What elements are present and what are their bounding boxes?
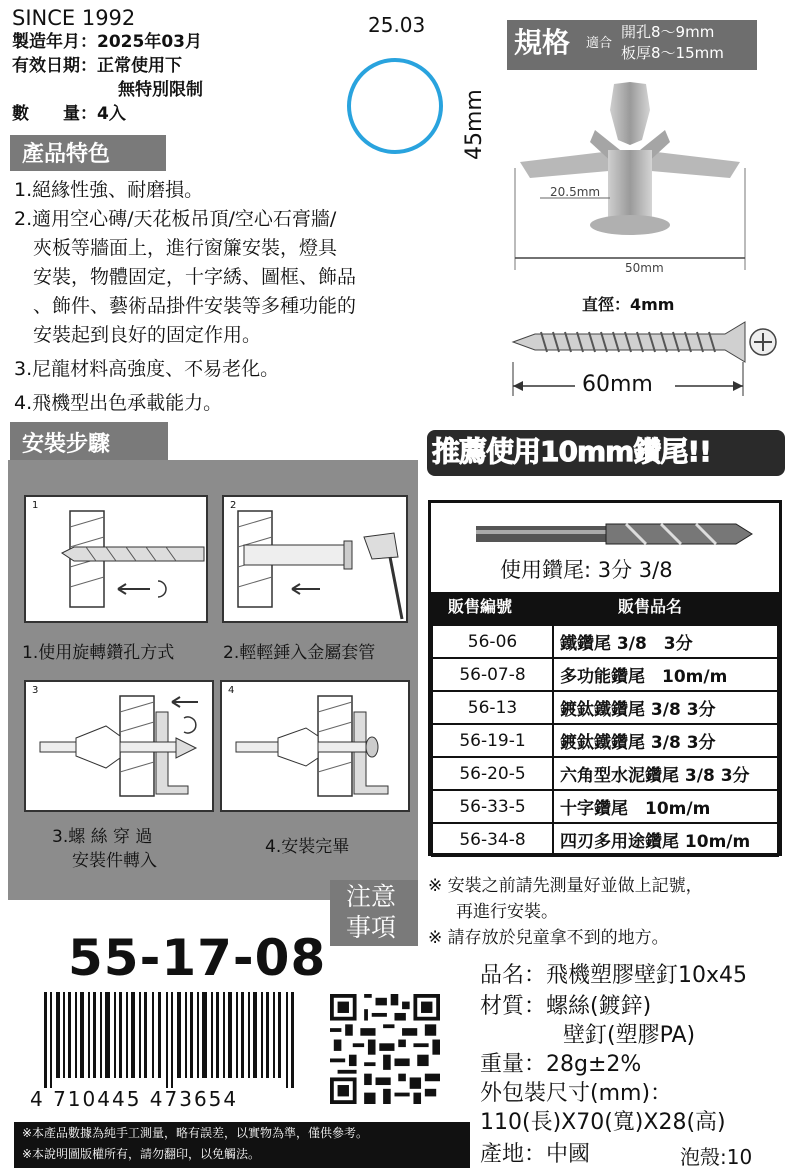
product-name: 十字鑽尾 10m/m (553, 790, 778, 823)
product-weight: 重量：28g±2% (480, 1052, 642, 1077)
step-4-illustration (220, 680, 410, 812)
spec-hole: 開孔8～9mm (621, 23, 715, 41)
anchor-total-width: 50mm (625, 261, 664, 275)
step-1-illustration (24, 495, 208, 623)
table-row (432, 625, 778, 658)
product-code: 56-19-1 (432, 724, 553, 757)
step-4-number: 4 (228, 685, 235, 696)
feature-line: 安裝，物體固定，十字綉、圖框、飾品 (14, 266, 357, 288)
product-name: 鍍鈦鐵鑽尾 3/8 3分 (553, 691, 778, 724)
step-3-number: 3 (32, 685, 39, 696)
expiry-value: 無特別限制 (118, 80, 203, 100)
stamp-date: 25.03 (368, 13, 426, 37)
col-name-header: 販售品名 (618, 597, 683, 616)
notice-line-1a: ※ 安裝之前請先測量好並做上記號， (428, 876, 703, 896)
step-1-label: 1.使用旋轉鑽孔方式 (22, 643, 175, 663)
barcode-number: 4 710445 473654 (30, 1087, 239, 1111)
col-code-header: 販售編號 (448, 597, 513, 616)
product-code: 56-33-5 (432, 790, 553, 823)
step-3-label-line1: 3.螺 絲 穿 過 (52, 827, 153, 847)
product-name: 六角型水泥鑽尾 3/8 3分 (553, 757, 778, 790)
table-row (432, 757, 778, 790)
anchor-height: 45mm (462, 89, 487, 160)
feature-line: 安裝起到良好的固定作用。 (14, 324, 262, 346)
manufacture-date: 製造年月：2025年03月 (12, 32, 202, 52)
table-row (432, 823, 778, 856)
feature-line: 、飾件、藝術品掛件安裝等多種功能的 (14, 295, 357, 317)
step-1-number: 1 (32, 500, 39, 511)
product-name: 品名：飛機塑膠壁釘10x45 (480, 963, 748, 988)
step-4-label: 4.安裝完畢 (265, 837, 350, 857)
table-row (432, 724, 778, 757)
product-code: 56-34-8 (432, 823, 553, 856)
spec-fit: 適合 (586, 36, 613, 51)
package-size-label: 外包裝尺寸(mm)： (480, 1081, 673, 1106)
drill-bit-drawing (476, 516, 756, 552)
disclaimer-line-1: ※本產品數據為純手工測量，略有誤差，以實物為準，僅供參考。 (22, 1126, 369, 1140)
feature-line: 4.飛機型出色承載能力。 (14, 392, 223, 414)
notice-title-line2: 事項 (346, 913, 397, 942)
drill-use: 使用鑽尾: 3分 3/8 (500, 558, 673, 582)
date-stamp-circle (347, 58, 443, 154)
product-name: 鐵鑽尾 3/8 3分 (553, 625, 778, 658)
step-2-label: 2.輕輕錘入金屬套管 (223, 643, 376, 663)
anchor-wing-width: 20.5mm (550, 185, 601, 199)
notice-title-line1: 注意 (346, 882, 397, 911)
feature-line: 夾板等牆面上，進行窗簾安裝，燈具 (14, 237, 338, 259)
disclaimer-line-2: ※本說明圖版權所有，請勿翻印，以免觸法。 (22, 1147, 261, 1161)
product-code: 56-13 (432, 691, 553, 724)
table-row (432, 790, 778, 823)
notice-line-2: ※ 請存放於兒童拿不到的地方。 (428, 928, 669, 948)
origin: 產地：中國 (480, 1142, 591, 1167)
drill-product-table (431, 624, 779, 857)
screw-length: 60mm (582, 372, 653, 397)
step-2-number: 2 (230, 500, 237, 511)
product-code: 56-06 (432, 625, 553, 658)
expiry-label: 有效日期：正常使用下 (12, 56, 182, 76)
step-3-illustration (24, 680, 214, 812)
feature-line: 3.尼龍材料高強度、不易老化。 (14, 358, 280, 380)
spec-board: 板厚8～15mm (621, 44, 724, 62)
step-3-label-line2: 安裝件轉入 (72, 851, 157, 871)
product-code: 56-07-8 (432, 658, 553, 691)
feature-line: 2.適用空心磚/天花板吊頂/空心石膏牆/ (14, 208, 337, 230)
drill-banner: 推薦使用10mm鑽尾!! (432, 435, 711, 468)
product-material-2: 壁釘(塑膠PA) (563, 1023, 696, 1048)
wall-anchor-drawing (470, 70, 790, 290)
barcode (44, 992, 296, 1088)
qr-code (330, 994, 440, 1104)
product-material-1: 材質：螺絲(鍍鋅) (480, 994, 652, 1019)
quantity: 數 量：4入 (12, 104, 126, 124)
table-row (432, 658, 778, 691)
spec-title: 規格 (514, 26, 571, 59)
package-size-value: 110(長)X70(寬)X28(高) (480, 1110, 726, 1135)
product-code-big: 55-17-08 (68, 929, 327, 987)
product-name: 多功能鑽尾 10m/m (553, 658, 778, 691)
product-name: 四刃多用途鑽尾 10m/m (553, 823, 778, 856)
table-row (432, 691, 778, 724)
bubble-count: 泡殼:10 (680, 1145, 753, 1169)
feature-line: 1.絕緣性強、耐磨損。 (14, 179, 204, 201)
features-title: 產品特色 (10, 135, 166, 171)
product-code: 56-20-5 (432, 757, 553, 790)
since-text: SINCE 1992 (12, 6, 136, 30)
screw-diameter: 直徑：4mm (582, 295, 675, 314)
install-title: 安裝步驟 (10, 422, 168, 460)
product-name: 鍍鈦鐵鑽尾 3/8 3分 (553, 724, 778, 757)
step-2-illustration (222, 495, 408, 623)
notice-line-1b: 再進行安裝。 (456, 902, 558, 922)
